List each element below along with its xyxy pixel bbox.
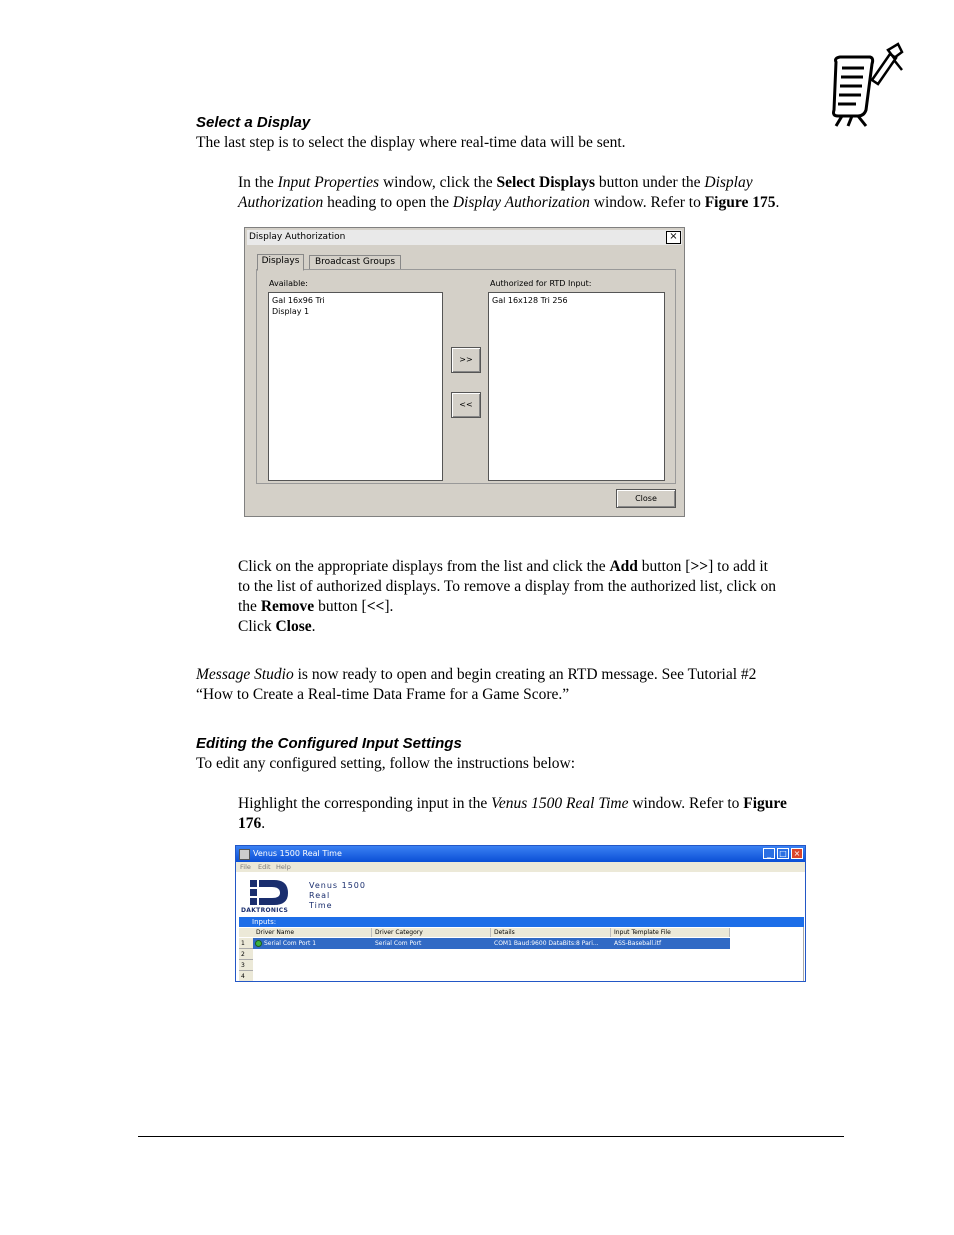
row-number: 2: [239, 949, 253, 960]
cell-details[interactable]: COM1 Baud:9600 DataBits:8 Pari...: [494, 940, 599, 947]
section-intro: The last step is to select the display where real-time data will be sent.: [196, 134, 626, 151]
product-logo-text: Venus 1500 Real Time: [309, 881, 366, 910]
minimize-icon[interactable]: _: [763, 848, 775, 859]
window-title: Venus 1500 Real Time: [253, 849, 342, 858]
menu-bar: [236, 862, 805, 872]
cell-input-template-file[interactable]: ASS-Baseball.itf: [614, 940, 662, 947]
row-number: 4: [239, 971, 253, 982]
close-button[interactable]: Close: [616, 489, 676, 508]
tab-broadcast-groups[interactable]: Broadcast Groups: [309, 255, 401, 269]
section-heading-editing: Editing the Configured Input Settings: [196, 735, 462, 752]
maximize-icon[interactable]: □: [777, 848, 789, 859]
menu-file[interactable]: File: [240, 863, 251, 871]
venus-real-time-window: [235, 845, 806, 982]
list-item[interactable]: Gal 16x128 Tri 256: [492, 296, 568, 305]
list-item[interactable]: Display 1: [272, 307, 310, 316]
status-icon: [255, 940, 262, 947]
remove-button[interactable]: <<: [451, 392, 481, 418]
menu-help[interactable]: Help: [276, 863, 291, 871]
editing-intro: To edit any configured setting, follow the instructions below:: [196, 755, 576, 772]
close-window-icon[interactable]: ×: [791, 848, 803, 859]
grid-corner: [239, 928, 253, 937]
available-label: Available:: [269, 279, 308, 288]
daktronics-logo-icon: [250, 880, 292, 906]
available-list[interactable]: [268, 292, 443, 481]
column-header-driver-category[interactable]: Driver Category: [372, 928, 491, 937]
column-header-driver-name[interactable]: Driver Name: [253, 928, 372, 937]
dialog-title-bar: [247, 230, 682, 245]
column-header-details[interactable]: Details: [491, 928, 611, 937]
step-open-display-authorization: In the Input Properties window, click the Select Displays button under the Display Authorization heading to open the Display Authorization window. Refer to Figure 175.: [238, 174, 780, 211]
add-button[interactable]: >>: [451, 347, 481, 373]
authorized-list[interactable]: [488, 292, 665, 481]
row-number: 3: [239, 960, 253, 971]
grid-right-border: [803, 927, 804, 982]
close-icon[interactable]: ×: [666, 231, 681, 244]
window-title-bar: [236, 846, 805, 862]
section-heading-select-display: Select a Display: [196, 114, 311, 131]
dialog-title: Display Authorization: [249, 232, 346, 242]
footer-rule: [138, 1136, 844, 1137]
menu-edit[interactable]: Edit: [258, 863, 271, 871]
cell-driver-category[interactable]: Serial Com Port: [375, 940, 422, 947]
inputs-header: Inputs:: [239, 917, 804, 927]
step-highlight-input: Highlight the corresponding input in the Venus 1500 Real Time window. Refer to Figure 176.: [238, 795, 787, 832]
note-pen-icon: [828, 40, 904, 128]
display-authorization-dialog: [244, 227, 685, 517]
column-header-input-template-file[interactable]: Input Template File: [611, 928, 730, 937]
step-add-remove-displays: Click on the appropriate displays from the list and click the Add button [>>] to add it to the list of authorized displays. To remove a display from the authorized list, click on the Remove button [<<]. Click Close.: [238, 558, 776, 635]
cell-driver-name[interactable]: Serial Com Port 1: [264, 940, 317, 947]
message-studio-paragraph: Message Studio is now ready to open and begin creating an RTD message. See Tutorial #2 “How to Create a Real-time Data Frame for a Game Score.”: [196, 666, 757, 703]
list-item[interactable]: Gal 16x96 Tri: [272, 296, 325, 305]
authorized-label: Authorized for RTD Input:: [490, 279, 592, 288]
app-icon: [239, 849, 250, 860]
tab-displays[interactable]: Displays: [257, 254, 304, 271]
displays-tab-panel: [256, 269, 676, 484]
row-number: 1: [239, 938, 253, 949]
brand-name: DAKTRONICS: [241, 907, 289, 914]
